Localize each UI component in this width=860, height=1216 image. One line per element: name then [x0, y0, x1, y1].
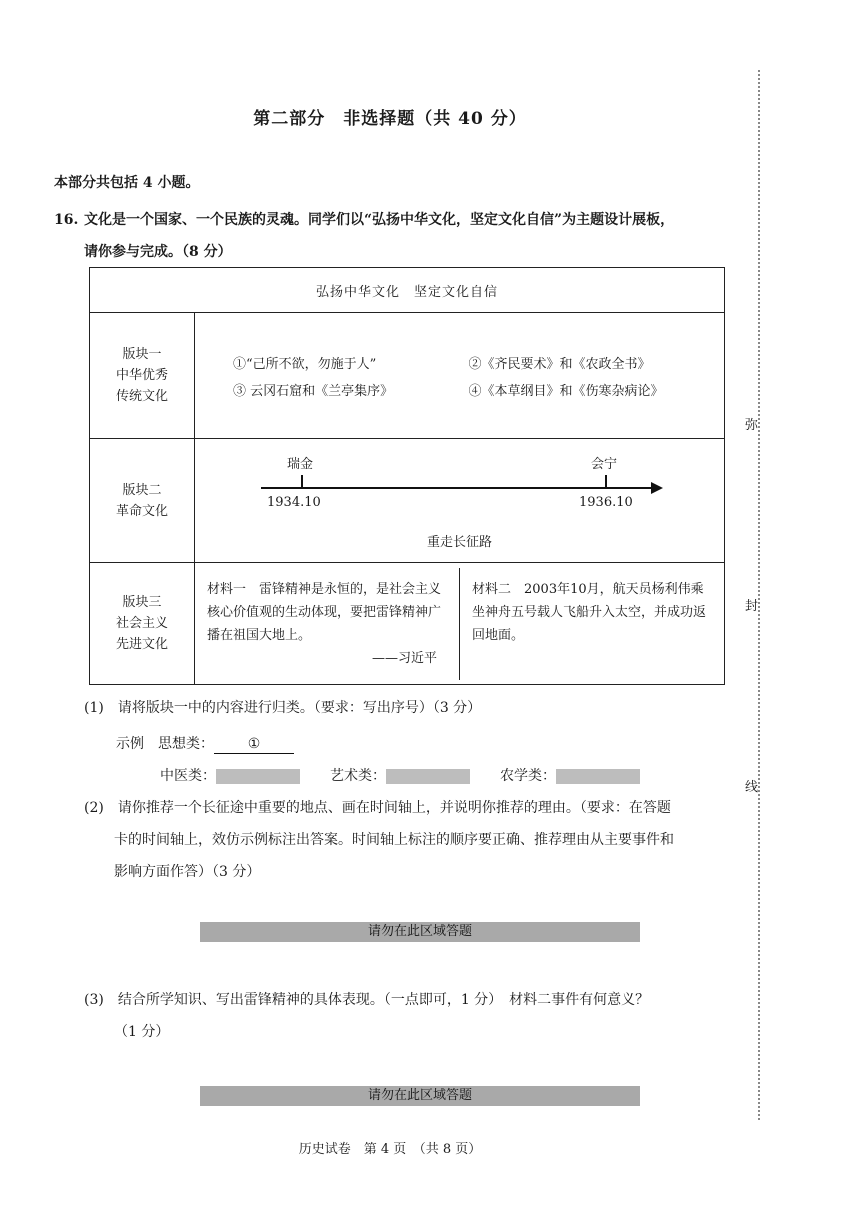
page-footer: 历史试卷 第 4 页 （共 8 页）: [298, 1142, 482, 1157]
timeline-start-place: 瑞金: [287, 457, 314, 472]
display-board-table: [89, 267, 725, 685]
sub-question-3-line: (3) 结合所学知识、写出雷锋精神的具体表现。（一点即可，1 分） 材料二事件有何意义？: [84, 992, 650, 1008]
no-answer-zone-2: 请勿在此区域答题: [200, 1086, 640, 1106]
question-number: 16.: [54, 212, 79, 228]
block1-item: ③ 云冈石窟和《兰亭集序》: [233, 383, 394, 399]
tcm-answer-blank[interactable]: [216, 769, 300, 784]
question-16-line1: 文化是一个国家、一个民族的灵魂。同学们以“弘扬中华文化，坚定文化自信”为主题设计展板，: [84, 212, 675, 228]
block3-label-line: 社会主义: [115, 616, 168, 631]
side-mark: 封: [745, 599, 759, 614]
sub-question-2-line: (2) 请你推荐一个长征途中重要的地点、画在时间轴上，并说明你推荐的理由。（要求：在答题: [84, 800, 671, 816]
side-mark: 弥: [745, 418, 759, 433]
agri-label: 农学类：: [500, 768, 556, 784]
art-label: 艺术类：: [330, 768, 386, 784]
sub-question-2: [84, 792, 744, 888]
timeline-start-tick: [301, 475, 303, 487]
block1-item: ②《齐民要术》和《农政全书》: [468, 356, 651, 372]
timeline-caption: 重走长征路: [427, 535, 493, 550]
sub-question-1: (1) 请将版块一中的内容进行归类。（要求：写出序号）（3 分）: [84, 700, 482, 716]
section-title: 第二部分 非选择题（共 40 分）: [253, 109, 527, 129]
example-answer: ①: [214, 735, 294, 754]
material-1-signature: ——习近平: [371, 650, 437, 666]
block1-label-line: 中华优秀: [115, 368, 168, 383]
block2-label-line: 革命文化: [115, 503, 168, 519]
binding-dotted-line: [758, 70, 760, 1120]
sub-question-3: [84, 984, 744, 1048]
timeline-end-tick: [605, 475, 607, 487]
sub-question-1-blanks: [160, 760, 640, 792]
material-2: 材料二 2003年10月，航天员杨利伟乘坐神舟五号载人飞船升入太空，并成功返回地面。: [472, 581, 707, 643]
block1-item: ①“己所不欲，勿施于人”: [233, 356, 377, 372]
timeline-start-date: 1934.10: [267, 495, 321, 510]
sub-question-2-line: 影响方面作答）（3 分）: [114, 864, 261, 880]
material-1: [195, 568, 460, 680]
timeline-arrow-icon: [651, 482, 663, 494]
material-1-text: 材料一 雷锋精神是永恒的，是社会主义核心价值观的生动体现，要把雷锋精神广播在祖国大地上。: [207, 581, 442, 643]
no-answer-zone-1: 请勿在此区域答题: [200, 922, 640, 942]
block1-label-line: 传统文化: [115, 389, 168, 404]
block3-label-line: 版块三: [122, 595, 162, 610]
block1-label-line: 版块一: [122, 347, 162, 362]
timeline-end-date: 1936.10: [579, 495, 633, 510]
tcm-label: 中医类：: [160, 768, 216, 784]
long-march-timeline: [195, 439, 724, 562]
question-16-line2: 请你参与完成。（8 分）: [84, 244, 232, 260]
block1-label: [90, 313, 195, 439]
block3-content: [195, 563, 725, 685]
side-mark: 线: [745, 780, 759, 795]
board-title: 弘扬中华文化 坚定文化自信: [90, 268, 725, 313]
art-answer-blank[interactable]: [386, 769, 470, 784]
section-intro: 本部分共包括 4 小题。: [54, 175, 200, 191]
block3-label: [90, 563, 195, 685]
timeline-end-place: 会宁: [591, 457, 618, 472]
block1-item: ④《本草纲目》和《伤寒杂病论》: [468, 383, 664, 399]
block2-content: [195, 439, 725, 563]
question-16: [54, 204, 734, 268]
block2-label: [90, 439, 195, 563]
sub-question-2-line: 卡的时间轴上，效仿示例标注出答案。时间轴上标注的顺序要正确、推荐理由从主要事件和: [114, 832, 674, 848]
example-label: 示例 思想类：: [116, 736, 214, 752]
block2-label-line: 版块二: [122, 482, 162, 498]
sub-question-3-line: （1 分）: [114, 1024, 170, 1040]
sub-question-1-example: [116, 728, 294, 760]
block1-content: [195, 313, 725, 439]
block3-label-line: 先进文化: [115, 637, 168, 652]
agri-answer-blank[interactable]: [556, 769, 640, 784]
timeline-axis: [261, 487, 653, 489]
